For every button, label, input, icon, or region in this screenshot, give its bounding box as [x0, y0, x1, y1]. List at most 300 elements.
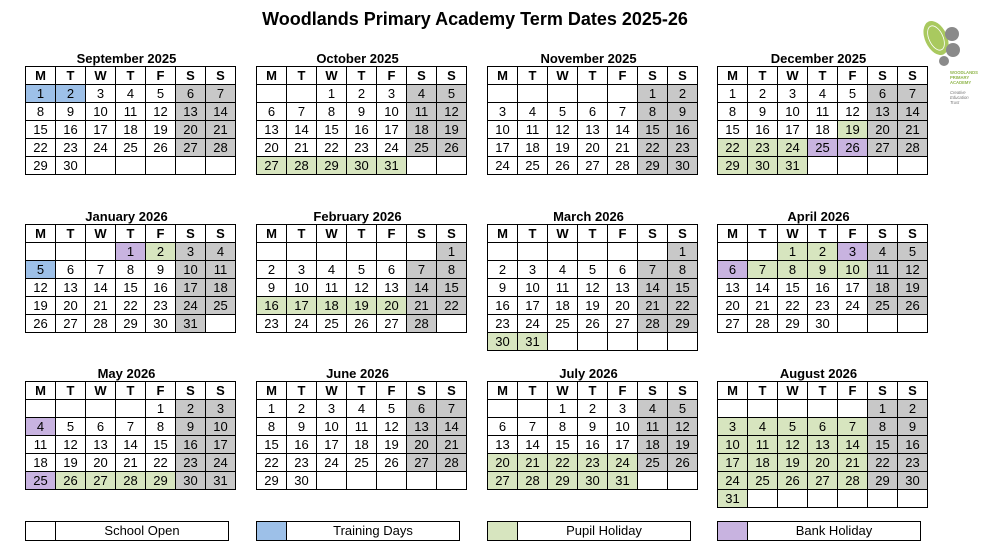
day-cell: 10 [206, 418, 236, 436]
day-cell: 11 [548, 279, 578, 297]
day-cell: 1 [116, 243, 146, 261]
month-table [256, 381, 467, 490]
empty-cell [668, 472, 698, 490]
day-cell: 21 [116, 454, 146, 472]
day-cell: 7 [287, 103, 317, 121]
day-header: T [748, 225, 778, 243]
day-cell: 24 [176, 297, 206, 315]
day-header: W [778, 225, 808, 243]
day-header-row [257, 225, 467, 243]
day-cell: 23 [748, 139, 778, 157]
day-cell: 6 [718, 261, 748, 279]
day-cell: 10 [317, 418, 347, 436]
week-row [718, 121, 928, 139]
legend-bank-holiday [717, 521, 920, 541]
day-cell: 23 [287, 454, 317, 472]
day-cell: 27 [257, 157, 287, 175]
day-cell: 28 [518, 472, 548, 490]
day-cell: 16 [146, 279, 176, 297]
month-table [256, 224, 467, 333]
day-cell: 22 [26, 139, 56, 157]
day-cell: 16 [56, 121, 86, 139]
day-header: F [608, 382, 638, 400]
day-cell: 22 [668, 297, 698, 315]
day-header: S [407, 67, 437, 85]
empty-cell [86, 400, 116, 418]
day-cell: 23 [668, 139, 698, 157]
day-cell: 5 [437, 85, 467, 103]
month-calendar [717, 210, 920, 333]
week-row [257, 315, 467, 333]
day-cell: 14 [86, 279, 116, 297]
day-cell: 29 [257, 472, 287, 490]
day-cell: 31 [377, 157, 407, 175]
day-cell: 29 [146, 472, 176, 490]
day-cell: 7 [838, 418, 868, 436]
day-header: F [608, 67, 638, 85]
day-cell: 4 [26, 418, 56, 436]
week-row [257, 85, 467, 103]
day-cell: 12 [146, 103, 176, 121]
day-cell: 19 [347, 297, 377, 315]
empty-cell [407, 472, 437, 490]
day-cell: 12 [778, 436, 808, 454]
day-cell: 25 [206, 297, 236, 315]
day-cell: 5 [778, 418, 808, 436]
day-cell: 3 [488, 103, 518, 121]
month-table [25, 381, 236, 490]
day-cell: 17 [488, 139, 518, 157]
week-row [718, 297, 928, 315]
day-cell: 7 [407, 261, 437, 279]
day-cell: 27 [868, 139, 898, 157]
day-cell: 22 [437, 297, 467, 315]
day-header: T [518, 67, 548, 85]
day-cell: 13 [56, 279, 86, 297]
month-table [487, 224, 698, 351]
day-cell: 17 [778, 121, 808, 139]
day-header: T [578, 67, 608, 85]
day-cell: 21 [86, 297, 116, 315]
empty-cell [578, 243, 608, 261]
week-row [26, 261, 236, 279]
day-cell: 30 [347, 157, 377, 175]
logo-name: WOODLANDS PRIMARY ACADEMY [950, 70, 978, 85]
day-cell: 16 [748, 121, 778, 139]
day-cell: 16 [176, 436, 206, 454]
day-cell: 9 [808, 261, 838, 279]
day-cell: 13 [86, 436, 116, 454]
week-row [488, 261, 698, 279]
day-cell: 13 [377, 279, 407, 297]
week-row [26, 297, 236, 315]
day-header: T [578, 225, 608, 243]
day-cell: 29 [548, 472, 578, 490]
day-cell: 20 [808, 454, 838, 472]
day-cell: 2 [578, 400, 608, 418]
day-cell: 14 [206, 103, 236, 121]
week-row [488, 333, 698, 351]
day-cell: 25 [116, 139, 146, 157]
day-cell: 21 [838, 454, 868, 472]
day-header: F [608, 225, 638, 243]
day-cell: 27 [407, 454, 437, 472]
empty-cell [116, 400, 146, 418]
empty-cell [407, 243, 437, 261]
day-cell: 1 [668, 243, 698, 261]
day-cell: 26 [146, 139, 176, 157]
day-cell: 26 [347, 315, 377, 333]
empty-cell [317, 472, 347, 490]
day-cell: 28 [206, 139, 236, 157]
empty-cell [898, 157, 928, 175]
empty-cell [608, 243, 638, 261]
day-header-row [718, 67, 928, 85]
empty-cell [488, 243, 518, 261]
day-cell: 30 [287, 472, 317, 490]
empty-cell [86, 243, 116, 261]
day-header: W [548, 225, 578, 243]
day-cell: 5 [578, 261, 608, 279]
day-header-row [257, 382, 467, 400]
legend-swatch [25, 521, 56, 541]
day-cell: 20 [257, 139, 287, 157]
day-cell: 21 [638, 297, 668, 315]
day-cell: 10 [377, 103, 407, 121]
day-cell: 16 [808, 279, 838, 297]
day-header: W [86, 225, 116, 243]
week-row [488, 121, 698, 139]
day-cell: 13 [176, 103, 206, 121]
day-cell: 17 [608, 436, 638, 454]
day-header: M [26, 67, 56, 85]
day-cell: 11 [206, 261, 236, 279]
day-cell: 7 [638, 261, 668, 279]
day-cell: 5 [548, 103, 578, 121]
day-cell: 8 [548, 418, 578, 436]
day-cell: 26 [898, 297, 928, 315]
day-cell: 12 [838, 103, 868, 121]
page-title: Woodlands Primary Academy Term Dates 2025-26 [262, 9, 688, 29]
week-row [26, 121, 236, 139]
day-cell: 9 [578, 418, 608, 436]
day-header: T [748, 67, 778, 85]
day-header-row [26, 67, 236, 85]
day-header: F [838, 67, 868, 85]
day-cell: 5 [26, 261, 56, 279]
day-cell: 23 [347, 139, 377, 157]
day-header-row [26, 382, 236, 400]
day-cell: 14 [748, 279, 778, 297]
week-row [257, 418, 467, 436]
day-cell: 16 [578, 436, 608, 454]
week-row [26, 418, 236, 436]
day-cell: 8 [437, 261, 467, 279]
empty-cell [26, 400, 56, 418]
month-title: September 2025 [76, 51, 177, 66]
day-header: S [206, 225, 236, 243]
day-cell: 4 [548, 261, 578, 279]
day-cell: 26 [778, 472, 808, 490]
day-header: W [86, 67, 116, 85]
month-title: June 2026 [326, 366, 389, 381]
day-header-row [718, 382, 928, 400]
day-cell: 2 [347, 85, 377, 103]
day-cell: 4 [808, 85, 838, 103]
legend-training-days [256, 521, 459, 541]
month-calendar [487, 210, 690, 351]
day-cell: 10 [287, 279, 317, 297]
day-header: M [488, 225, 518, 243]
day-cell: 14 [638, 279, 668, 297]
empty-cell [638, 472, 668, 490]
day-cell: 29 [718, 157, 748, 175]
day-cell: 29 [868, 472, 898, 490]
day-cell: 17 [518, 297, 548, 315]
day-cell: 3 [86, 85, 116, 103]
legend-label: Training Days [286, 521, 460, 541]
week-row [257, 157, 467, 175]
week-row [26, 103, 236, 121]
month-table [487, 381, 698, 490]
day-cell: 24 [206, 454, 236, 472]
legend-pupil-holiday [487, 521, 690, 541]
week-row [718, 454, 928, 472]
day-cell: 5 [898, 243, 928, 261]
day-cell: 9 [898, 418, 928, 436]
day-cell: 15 [718, 121, 748, 139]
day-header: M [257, 67, 287, 85]
day-cell: 4 [317, 261, 347, 279]
week-row [26, 472, 236, 490]
week-row [26, 85, 236, 103]
day-cell: 13 [257, 121, 287, 139]
day-cell: 10 [608, 418, 638, 436]
day-header: T [287, 67, 317, 85]
week-row [488, 472, 698, 490]
empty-cell [548, 243, 578, 261]
day-cell: 24 [778, 139, 808, 157]
day-cell: 2 [287, 400, 317, 418]
day-cell: 16 [898, 436, 928, 454]
day-cell: 25 [548, 315, 578, 333]
day-header: S [898, 225, 928, 243]
day-header: M [257, 225, 287, 243]
month-table [25, 66, 236, 175]
empty-cell [518, 400, 548, 418]
day-cell: 12 [668, 418, 698, 436]
day-cell: 13 [407, 418, 437, 436]
week-row [488, 418, 698, 436]
day-header: S [668, 382, 698, 400]
day-cell: 11 [808, 103, 838, 121]
day-cell: 28 [638, 315, 668, 333]
day-cell: 26 [548, 157, 578, 175]
week-row [488, 315, 698, 333]
day-cell: 30 [56, 157, 86, 175]
day-cell: 4 [407, 85, 437, 103]
day-header-row [488, 382, 698, 400]
empty-cell [257, 85, 287, 103]
day-cell: 2 [668, 85, 698, 103]
week-row [26, 454, 236, 472]
legend-label: School Open [55, 521, 229, 541]
day-cell: 22 [317, 139, 347, 157]
day-cell: 15 [116, 279, 146, 297]
academy-logo [922, 16, 984, 106]
day-cell: 18 [518, 139, 548, 157]
empty-cell [808, 400, 838, 418]
week-row [718, 279, 928, 297]
day-cell: 25 [407, 139, 437, 157]
day-header: M [488, 67, 518, 85]
day-header: T [347, 225, 377, 243]
day-header: W [548, 67, 578, 85]
day-cell: 29 [317, 157, 347, 175]
week-row [718, 400, 928, 418]
day-cell: 15 [778, 279, 808, 297]
day-cell: 26 [437, 139, 467, 157]
day-cell: 20 [488, 454, 518, 472]
empty-cell [377, 243, 407, 261]
day-header: S [668, 67, 698, 85]
day-cell: 31 [718, 490, 748, 508]
day-header: T [578, 382, 608, 400]
week-row [257, 121, 467, 139]
empty-cell [898, 490, 928, 508]
day-cell: 19 [377, 436, 407, 454]
day-cell: 2 [146, 243, 176, 261]
empty-cell [347, 472, 377, 490]
day-cell: 18 [347, 436, 377, 454]
day-cell: 8 [668, 261, 698, 279]
day-cell: 11 [317, 279, 347, 297]
day-header: S [407, 225, 437, 243]
empty-cell [518, 85, 548, 103]
day-header-row [257, 67, 467, 85]
empty-cell [437, 157, 467, 175]
day-cell: 6 [608, 261, 638, 279]
day-cell: 10 [518, 279, 548, 297]
day-cell: 9 [176, 418, 206, 436]
week-row [718, 315, 928, 333]
day-header: S [638, 382, 668, 400]
week-row [257, 279, 467, 297]
day-cell: 15 [868, 436, 898, 454]
day-header: W [317, 67, 347, 85]
day-cell: 8 [638, 103, 668, 121]
day-cell: 18 [116, 121, 146, 139]
day-cell: 3 [718, 418, 748, 436]
day-cell: 1 [868, 400, 898, 418]
day-cell: 8 [116, 261, 146, 279]
day-cell: 11 [868, 261, 898, 279]
day-cell: 3 [287, 261, 317, 279]
week-row [488, 400, 698, 418]
day-header: W [778, 382, 808, 400]
day-cell: 2 [257, 261, 287, 279]
day-cell: 4 [748, 418, 778, 436]
day-cell: 2 [748, 85, 778, 103]
day-cell: 2 [56, 85, 86, 103]
day-cell: 9 [257, 279, 287, 297]
day-cell: 15 [146, 436, 176, 454]
day-cell: 17 [377, 121, 407, 139]
day-cell: 14 [518, 436, 548, 454]
month-table [717, 381, 928, 508]
day-cell: 6 [56, 261, 86, 279]
week-row [488, 279, 698, 297]
day-cell: 1 [548, 400, 578, 418]
week-row [26, 243, 236, 261]
day-cell: 12 [56, 436, 86, 454]
day-cell: 19 [838, 121, 868, 139]
day-cell: 18 [808, 121, 838, 139]
empty-cell [347, 243, 377, 261]
day-cell: 4 [116, 85, 146, 103]
week-row [257, 243, 467, 261]
empty-cell [778, 400, 808, 418]
day-cell: 5 [377, 400, 407, 418]
day-header: F [377, 67, 407, 85]
week-row [488, 297, 698, 315]
day-cell: 14 [838, 436, 868, 454]
day-cell: 29 [26, 157, 56, 175]
legend-swatch [717, 521, 748, 541]
day-cell: 15 [548, 436, 578, 454]
day-cell: 5 [668, 400, 698, 418]
day-cell: 31 [608, 472, 638, 490]
month-title: November 2025 [540, 51, 637, 66]
day-cell: 17 [317, 436, 347, 454]
day-cell: 3 [778, 85, 808, 103]
day-cell: 18 [748, 454, 778, 472]
empty-cell [317, 243, 347, 261]
day-cell: 22 [778, 297, 808, 315]
month-title: January 2026 [85, 209, 168, 224]
day-cell: 19 [578, 297, 608, 315]
day-cell: 20 [176, 121, 206, 139]
day-cell: 6 [176, 85, 206, 103]
empty-cell [778, 490, 808, 508]
week-row [257, 297, 467, 315]
empty-cell [898, 315, 928, 333]
empty-cell [838, 400, 868, 418]
day-cell: 8 [257, 418, 287, 436]
day-cell: 11 [407, 103, 437, 121]
empty-cell [548, 85, 578, 103]
day-cell: 24 [718, 472, 748, 490]
empty-cell [808, 157, 838, 175]
day-cell: 28 [748, 315, 778, 333]
day-header: F [838, 382, 868, 400]
day-header: T [287, 382, 317, 400]
day-cell: 13 [608, 279, 638, 297]
empty-cell [838, 490, 868, 508]
week-row [718, 243, 928, 261]
day-cell: 14 [407, 279, 437, 297]
day-cell: 27 [56, 315, 86, 333]
day-cell: 15 [437, 279, 467, 297]
day-cell: 16 [668, 121, 698, 139]
empty-cell [437, 472, 467, 490]
week-row [257, 472, 467, 490]
day-header: T [808, 382, 838, 400]
day-cell: 15 [638, 121, 668, 139]
day-cell: 20 [608, 297, 638, 315]
day-cell: 30 [146, 315, 176, 333]
day-header: T [808, 67, 838, 85]
